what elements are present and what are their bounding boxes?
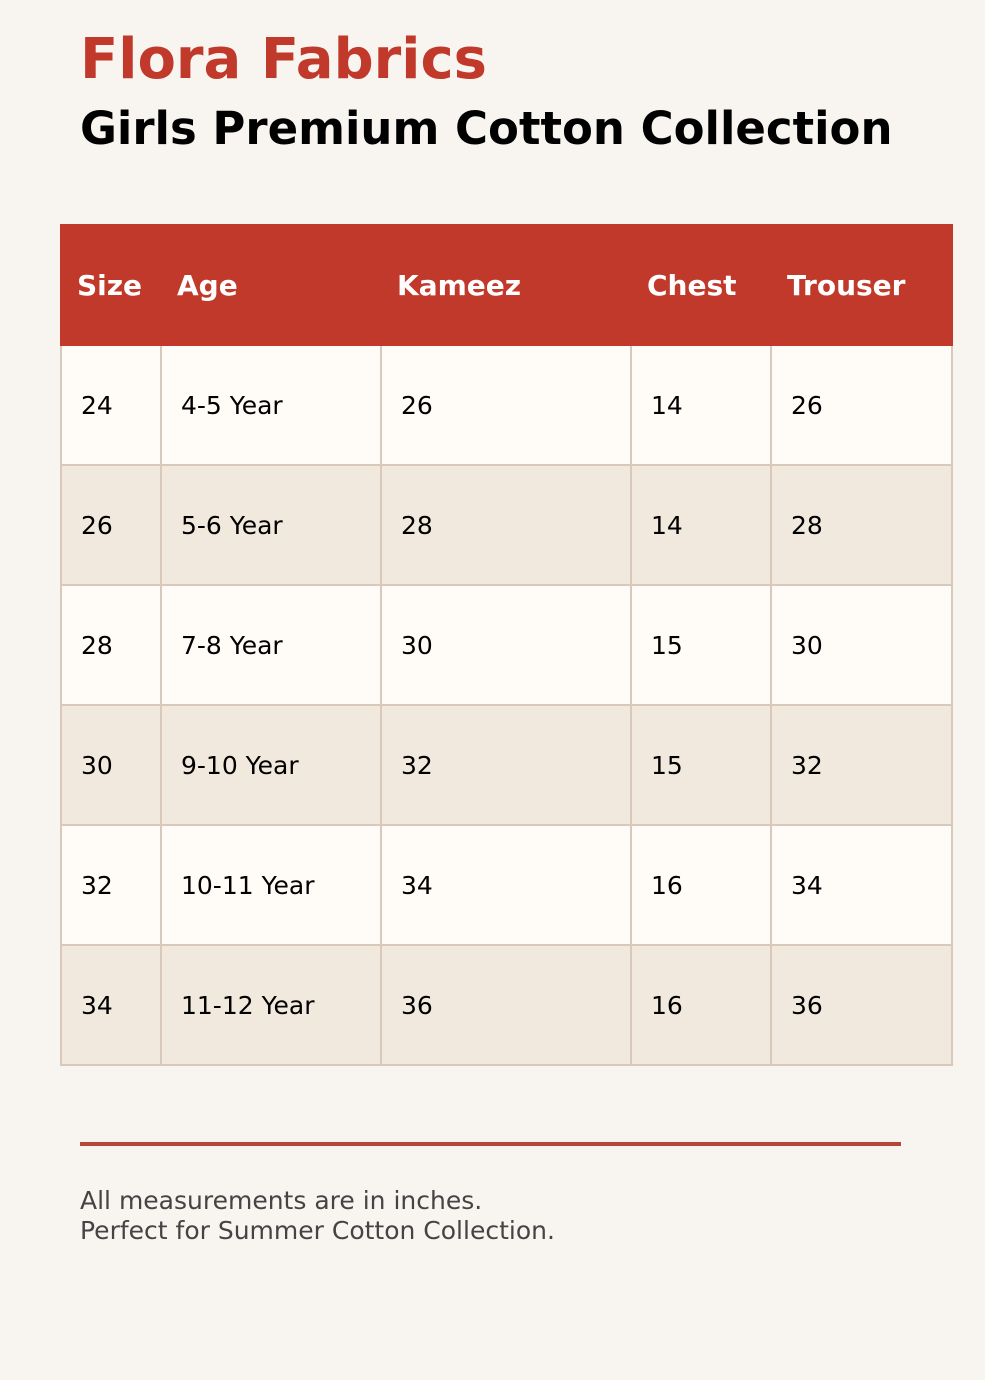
cell-size: 32 [61, 825, 161, 945]
cell-kameez: 28 [381, 465, 631, 585]
cell-chest: 14 [631, 465, 771, 585]
table-row [61, 345, 952, 465]
cell-kameez: 36 [381, 945, 631, 1065]
cell-trouser: 30 [771, 585, 952, 705]
collection-title: Girls Premium Cotton Collection [80, 102, 893, 155]
table-row [61, 585, 952, 705]
cell-chest: 14 [631, 345, 771, 465]
collection-note: Perfect for Summer Cotton Collection. [80, 1216, 555, 1245]
cell-age: 4-5 Year [161, 345, 381, 465]
cell-kameez: 34 [381, 825, 631, 945]
table-row [61, 825, 952, 945]
column-header-size: Size [61, 225, 161, 345]
cell-chest: 15 [631, 585, 771, 705]
table-row [61, 705, 952, 825]
cell-chest: 16 [631, 945, 771, 1065]
cell-age: 9-10 Year [161, 705, 381, 825]
cell-kameez: 32 [381, 705, 631, 825]
column-header-trouser: Trouser [771, 225, 952, 345]
cell-age: 7-8 Year [161, 585, 381, 705]
cell-trouser: 34 [771, 825, 952, 945]
column-header-age: Age [161, 225, 381, 345]
cell-trouser: 26 [771, 345, 952, 465]
cell-size: 28 [61, 585, 161, 705]
cell-age: 11-12 Year [161, 945, 381, 1065]
cell-kameez: 30 [381, 585, 631, 705]
column-header-chest: Chest [631, 225, 771, 345]
cell-size: 24 [61, 345, 161, 465]
column-header-kameez: Kameez [381, 225, 631, 345]
cell-trouser: 36 [771, 945, 952, 1065]
table-row [61, 945, 952, 1065]
cell-trouser: 32 [771, 705, 952, 825]
cell-size: 34 [61, 945, 161, 1065]
cell-size: 26 [61, 465, 161, 585]
cell-age: 5-6 Year [161, 465, 381, 585]
cell-age: 10-11 Year [161, 825, 381, 945]
cell-kameez: 26 [381, 345, 631, 465]
measurement-note: All measurements are in inches. [80, 1186, 483, 1215]
table-row [61, 465, 952, 585]
cell-trouser: 28 [771, 465, 952, 585]
cell-size: 30 [61, 705, 161, 825]
table-header-row [61, 225, 952, 345]
brand-title: Flora Fabrics [80, 27, 488, 92]
cell-chest: 16 [631, 825, 771, 945]
cell-chest: 15 [631, 705, 771, 825]
size-chart-table [60, 224, 953, 1066]
footer-divider [80, 1142, 901, 1146]
